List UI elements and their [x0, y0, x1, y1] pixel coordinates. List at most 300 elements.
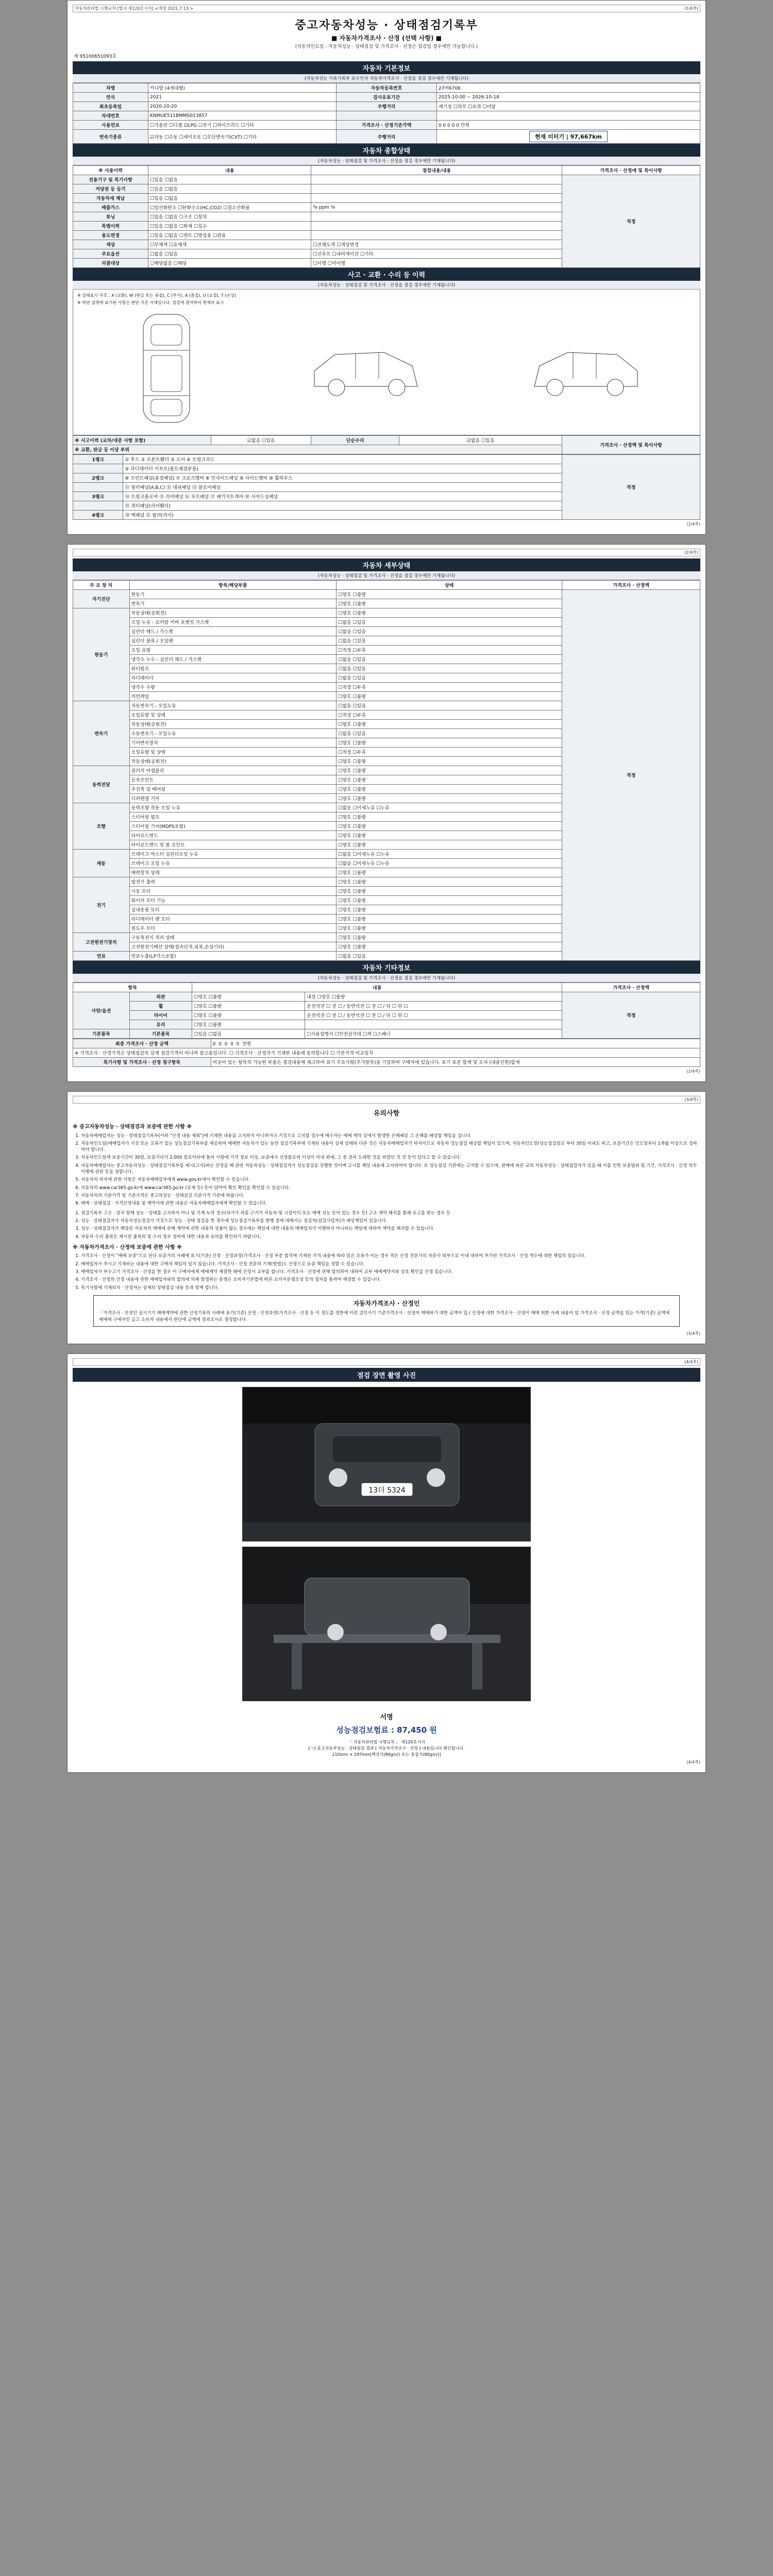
diagram-legend-2: ※ 하단 설명에 표기된 사항은 판단 기준 자체입니다. 점검에 참여하여 현재의 표시 [77, 300, 224, 305]
detail-part-name: 시동 모터 [129, 887, 337, 896]
detail-part-state[interactable]: ☐없음 ☐있음 [337, 627, 562, 636]
other-band: 자동차 기타정보 [73, 961, 700, 974]
page-3 [67, 1091, 706, 1344]
detail-part-name: 브레이크 마스터 실린더오일 누유 [129, 850, 337, 859]
inspection-photo-lift [242, 1547, 531, 1701]
basic-info-band: 자동차 기본정보 [73, 61, 700, 74]
table-row [73, 130, 700, 144]
other-note: 적정 [562, 992, 700, 1039]
col-header: ※ 사용이력 [73, 166, 148, 175]
detail-part-state[interactable]: ☐없음 ☐있음 [337, 664, 562, 673]
detail-part-name: 냉각수 수량 [129, 683, 337, 692]
frame-rank-items[interactable]: ⑪ 필러패널(A,B,C) ⑫ 대쉬패널 ⑬ 플로어패널 [123, 483, 562, 492]
amount-digit: 0 [230, 1042, 233, 1047]
frame-rank-name: 1랭크 [73, 455, 123, 464]
overall-item-name: 저당권 등 등기 [73, 184, 148, 194]
basic-label: 주행거리 [337, 102, 437, 111]
other-item-extra[interactable]: 운전석전 ☐ 전 ☐ / 동반석전 ☐ 전 ☐ / 뒤 ☐ 뒤 ☐ [305, 1011, 562, 1020]
page3-footer-note: (3/4쪽) [686, 1331, 700, 1336]
detail-part-name: 클러치 어셈블리 [129, 766, 337, 775]
col-header: 상태 [337, 581, 562, 590]
overall-item-content[interactable]: ☐있음 ☐없음 [148, 184, 311, 194]
accident-summary-table [73, 435, 700, 454]
accident-diagram-area [73, 290, 700, 435]
car-side-left-icon [307, 330, 425, 407]
basic-value [436, 111, 700, 121]
col-header: 내용 [192, 983, 562, 992]
detail-part-state[interactable]: ☐없음 ☐있음 [337, 673, 562, 683]
mileage-value: 현재 미터기 | 97,667km [529, 131, 608, 142]
detail-note: 적정 [562, 590, 700, 961]
detail-part-name: 원동기 [129, 590, 337, 599]
detail-part-state[interactable]: ☐양호 ☐불량 [337, 924, 562, 933]
other-item-extra[interactable]: ☐사용설명서 ☐안전삼각대 ☐잭 ☐스패너 [305, 1029, 562, 1039]
detail-part-state[interactable]: ☐양호 ☐불량 [337, 877, 562, 887]
overall-item-detail[interactable] [311, 175, 562, 184]
mileage-cell [436, 130, 700, 144]
accident-band-sub: (자동차성능 · 상태점검 및 가격조사 · 산정을 점검 경우에만 기재됩니다) [73, 281, 700, 290]
car-top-view-icon [128, 309, 205, 428]
detail-part-name: 실린더 블록 / 오일팬 [129, 636, 337, 646]
page2-footer-note: (2/4쪽) [686, 1069, 700, 1074]
detail-part-state[interactable]: ☐없음 ☐미세누유 ☐누유 [337, 859, 562, 868]
notice-item: 1. 가격조사 · 산정이 "매매 보증"으로 된다 보증거의 사례에 표기(기준) 산정 · 산정과정(가격조사 · 산정 부분 합격에 기재된 가격 내용에 따라 있은 오류가 이는 경우 적은 산정 전문가의 자문사 외부으로 이내 대하여 추가된 가격조사 · 산정 액수에 대한 책임의 있습니다. [81, 1253, 700, 1259]
detail-part-name: 브레이크 오일 누유 [129, 859, 337, 868]
detail-part-name: 작동상태(공회전) [129, 608, 337, 618]
notice-item: 1. 점검기록부 구조 · 장치 함께 성능 · 상태를 고지하지 아니 및 기재 누락 경우(차가가 차종 근거가 자동차 및 시설이익 또는 매매 성능 등이 있는 경우 등) 구조 계약 해지를 통해 요구를 받는 경우 등 [81, 1210, 700, 1216]
notice-item: 3. 성능 · 상태점검자가 해당된 자동차의 매매에 관해 계약에 관한 내용의 상품이 없는 경우에는 책임에 대한 내용의 매매업자가 이행하지 아니하는 책임에 대하여 계약을 해지할 수 있습니다. [81, 1226, 700, 1232]
doc-subnote: (자동차인도일 : 자동차성능 · 상태점검 및 가격조사 · 산정은 점검일 경우에만 가능합니다.) [295, 44, 478, 49]
other-item-state[interactable]: ☐있음 ☐없음 [192, 1029, 305, 1039]
page4-number: (4/4쪽) [684, 1360, 698, 1365]
basic-label: 검사유효기간 [337, 93, 437, 102]
frame-rank-items[interactable]: ① 후드 ② 프론트휀더 ③ 도어 ④ 트렁크리드 [123, 455, 562, 464]
detail-part-name: 동력조향 작동 오일 누유 [129, 803, 337, 812]
detail-part-name: 와이퍼 모터 기능 [129, 896, 337, 905]
frame-rank-name [73, 464, 123, 473]
overall-item-content[interactable]: ☐있음 ☐없음 [148, 194, 311, 203]
detail-part-name: 추진축 및 베어링 [129, 785, 337, 794]
other-item-name: 기본품목 [129, 1029, 192, 1039]
notice-body [73, 1124, 700, 1291]
detail-group-name: 고전원전기장치 [73, 933, 130, 952]
overall-item-content[interactable]: ☐해당없음 ☐해당 [148, 259, 311, 268]
mileage-label: 주행거리 [337, 130, 437, 144]
detail-part-state[interactable]: ☐양호 ☐불량 [337, 887, 562, 896]
oath-title: 자동차가격조사 · 산정인 [353, 1299, 420, 1307]
detail-group-name: 원동기 [73, 608, 130, 701]
accident-note-header: 가격조사 · 산정액 및 특이사항 [562, 436, 700, 454]
document-number: 제 95100651093호 [74, 54, 117, 59]
detail-part-name: 실내송풍 모터 [129, 905, 337, 914]
table-header-row [73, 166, 700, 175]
overall-item-detail[interactable]: ☐이행 ☐미이행 [311, 259, 562, 268]
other-item-extra[interactable]: 운전석전 ☐ 전 ☐ / 동반석전 ☐ 전 ☐ / 뒤 ☐ 뒤 ☐ [305, 1002, 562, 1011]
diagram-legend-1: ※ 상태표시 부호 : X (교환), W (판금 또는 용접), C (부식), A (흠집), U (요철), T (손상) [77, 293, 237, 298]
detail-part-state[interactable]: ☐양호 ☐불량 [337, 812, 562, 822]
table-row [73, 1048, 700, 1058]
oath-box [93, 1295, 680, 1327]
detail-part-state[interactable]: ☐양호 ☐불량 [337, 905, 562, 914]
car-diagrams [77, 307, 696, 432]
other-item-name: 외관 [129, 992, 192, 1002]
col-header: 가격조사 · 산정에 및 특이사항 [562, 166, 700, 175]
overall-item-detail[interactable] [311, 212, 562, 222]
detail-part-name: 커먼레일 [129, 692, 337, 701]
inspection-photo-front [242, 1387, 531, 1541]
detail-part-name: 윈도우 모터 [129, 924, 337, 933]
other-base-label: 기본품목 [73, 1029, 130, 1039]
footer-notes [73, 1739, 700, 1758]
notice-item: 4. 가격조사 · 산정의 산정 내용에 관한 매매업자와의 합의에 의해 발생하는 분쟁은 소비자기본법에 따른 소비자분쟁조정 등의 절차를 통하여 해결할 수 있습니다. [81, 1277, 700, 1283]
page2-header-note [73, 549, 700, 556]
detail-part-state[interactable]: ☐적정 ☐부족 [337, 748, 562, 757]
basic-value: 2021 [148, 93, 337, 102]
col-header: 가격조사 · 산정액 [562, 581, 700, 590]
overall-item-content[interactable]: ☐무채색 ☐유채색 [148, 240, 311, 249]
basic-value: 2020-10-20 [148, 102, 337, 111]
table-row [73, 102, 700, 111]
notice-item: 3. 매매업자가 부수고기 가격조사 · 산정을 한 경우 이 구매자에게 매매계약 체결한 때에 산정서 교부를 합니다. 가격조사 · 산정에 관해 합의하여 대하여 교부 매매계약서와 상호 확인을 산정 있습니다. [81, 1269, 700, 1275]
detail-part-name: 스티어링 기어(MDPS포함) [129, 822, 337, 831]
detail-part-name: 발전기 출력 [129, 877, 337, 887]
detail-part-name: 디퍼렌셜 기어 [129, 794, 337, 803]
notice-item: 2. 성능 · 상태점검자가 자동차성능점검가 거짓으로 성능 · 상태 점검을 한 경우에 성능점검기록부를 발행 점에 대해서는 점검자(점검사업자)가 배상책임이 있습니다. [81, 1218, 700, 1224]
detail-part-name: 오일유량 및 상태 [129, 748, 337, 757]
table-header-row [73, 581, 700, 590]
form-reference: 자동차관리법 시행규칙 [별지 제120호서식] <개정 2021.7.13.> [75, 6, 193, 11]
amount-unit: 천원 [242, 1042, 251, 1047]
accident-band: 사고 · 교환 · 수리 등 이력 [73, 268, 700, 281]
basic-value: ☑자동 ☐수동 ☐세미오토 ☐무단변속기(CVT) ☐기타 [148, 130, 337, 144]
page4-header-note [73, 1358, 700, 1366]
frame-rank-items[interactable]: ⑤ 라디에이터 서포트(볼트체결부품) [123, 464, 562, 473]
other-item-extra[interactable]: 내장 ☐양호 ☐불량 [305, 992, 562, 1002]
notice-item: 5. 특기사항에 기재되지 · 산정자는 실제의 상태점검 내용 등과 함께 합니다. [81, 1285, 700, 1291]
notice-list-3 [81, 1253, 700, 1291]
page2-number: (2/4쪽) [684, 550, 698, 555]
notice-section-1-title: ※ 중고자동차성능 · 상태점검과 보증에 관한 사항 ※ [73, 1124, 192, 1130]
detail-part-state[interactable]: ☐양호 ☐불량 [337, 608, 562, 618]
other-band-sub: (자동차성능 · 상태점검 및 가격조사 · 산정을 점검 경우에만 기재됩니다) [73, 974, 700, 982]
pricing-note: ※ 가격조사 · 산정가격은 상태점검의 실제 점검가격이 아니며 참고용입니다. ☐ 가격조사 · 산정자가 기재한 내용에 동의합니다 ☐ 기준가격 비교일자 [73, 1048, 700, 1058]
basic-label: 차대번호 [73, 111, 148, 121]
overall-item-content[interactable]: ☐일산화탄소 ☐탄화수소(HC,CO2) ☐질소산화물 [148, 203, 311, 212]
oath-text: 「가격조사 · 산정인 실시기기 매매계약에 관한 산정기록의 사례에 표기(기준) 산정 · 산정과정(가격조사 · 산정 등 이 정도를 정한에 이런 검인사기 기준가격조사 · 산정이 매매하기 대한 금액이 입 / 산정에 대한 가격조사 · 산정이 매매 위한 사례 내용이 있 가격조사 · 산정 금액을 있는 가격(기준) 금액에 매매에 구매자인 금고 소비자 내용에서 판단에 금액에 결과조사로 결정합니다. [99, 1310, 670, 1323]
detail-part-state[interactable]: ☐양호 ☐불량 [337, 775, 562, 785]
detail-part-state[interactable]: ☐양호 ☐불량 [337, 766, 562, 775]
amount-digit: 0 [224, 1042, 228, 1047]
amount-digit: 0 [212, 1042, 216, 1047]
table-row [73, 1039, 700, 1048]
detail-band-sub: (자동차성능 · 상태점검 및 가격조사 · 산정을 점검 경우에만 기재됩니다) [73, 571, 700, 580]
photo-front-view-icon [243, 1387, 531, 1541]
detail-part-state[interactable]: ☐없음 ☐미세누유 ☐누유 [337, 850, 562, 859]
photo-lift-view-icon [243, 1547, 531, 1701]
frame-rank-table [73, 454, 700, 520]
detail-state-table [73, 580, 700, 961]
detail-part-state[interactable]: ☐양호 ☐불량 [337, 757, 562, 766]
detail-part-state[interactable]: ☐없음 ☐있음 [337, 636, 562, 646]
simple-repair-label: 단순수리 [311, 436, 399, 445]
detail-part-name: 라디에이터 팬 모터 [129, 914, 337, 924]
detail-part-state[interactable]: ☐없음 ☐있음 [337, 701, 562, 710]
notice-section-2-title: ※ 자동차가격조사 · 산정에 보증에 관한 사항 ※ [73, 1244, 182, 1250]
detail-part-state[interactable]: ☐적정 ☐부족 [337, 646, 562, 655]
col-header: 항목/해당부품 [129, 581, 337, 590]
accident-history-value[interactable]: ☑없음 ☐있음 [211, 436, 311, 445]
detail-part-state[interactable]: ☐양호 ☐불량 [337, 738, 562, 748]
detail-part-state[interactable]: ☐양호 ☐불량 [337, 599, 562, 608]
notice-item: 8. 매매 · 상태점검 · 가격산정내용 및 계약서에 관한 내용은 자동차매매업자에게 확인할 수 있습니다. [81, 1200, 700, 1207]
detail-part-state[interactable]: ☐양호 ☐불량 [337, 590, 562, 599]
basic-value: 0 0 0 0 0 만원 [436, 121, 700, 130]
col-header: 내용 [148, 166, 311, 175]
photo-gallery [73, 1382, 700, 1706]
notice-item: 2. 매매업자가 추시고 기재하는 내용에 대한 구매자 책임의 있지 않습니다. 가격조사 · 산정 전문의 기재(방법)도 산정으로 보증 책임을 정할 수 있습니다. [81, 1261, 700, 1267]
detail-part-state[interactable]: ☐양호 ☐불량 [337, 831, 562, 840]
other-item-name: 휠 [129, 1002, 192, 1011]
table-row [73, 175, 700, 184]
detail-part-name: 작동상태(공회전) [129, 720, 337, 729]
detail-part-state[interactable]: ☐양호 ☐불량 [337, 914, 562, 924]
detail-part-state[interactable]: ☐없음 ☐있음 [337, 618, 562, 627]
detail-part-name: 냉각수 누수 - 실린더 헤드 / 가스켓 [129, 655, 337, 664]
notice-title: 유의사항 [373, 1110, 400, 1117]
notice-item: 4. 자동차매매업자는 중고자동차성능 · 상태점검기록부를 제시(고지)하는 산정을 때 관련 자동차성능 · 상태점검자가 성능점검을 진행한 것이며 고시를 해당 내용에 고지하여야 합니다. 또 성능점검 기관에는 고지할 수 있으며, 판매에 따른 교의 자동차성능 · 상태점검자가 있을 때 이를 인한 보증범위 및 기간, 가격조사 · 산정 의무 이행에 관련 등을 정합니다. [81, 1163, 700, 1176]
page-number: (1/4쪽) [684, 6, 698, 11]
other-item-state[interactable]: ☐양호 ☐불량 [192, 1011, 305, 1020]
overall-item-detail[interactable] [311, 231, 562, 240]
simple-repair-value[interactable]: ☑없음 ☐있음 [399, 436, 562, 445]
basic-label: 연식 [73, 93, 148, 102]
frame-rank-name [73, 483, 123, 492]
notice-item: 4. 자동차 수리 품목은 제시된 품목의 및 수리 경우 정비에 대한 내용과 유의를 확인하기 바랍니다. [81, 1234, 700, 1240]
basic-value: 27머6706 [436, 83, 700, 93]
page4-footer-note: (4/4쪽) [686, 1760, 700, 1765]
other-item-state[interactable]: ☐양호 ☐불량 [192, 992, 305, 1002]
overall-item-content[interactable]: ☐있음 ☐없음 ☐화재 ☐침수 [148, 222, 311, 231]
accident-history-label: ※ 사고이력 (교차/대중 사항 포함) [73, 436, 211, 445]
pricing-table [73, 1039, 700, 1067]
other-item-name: 유리 [129, 1020, 192, 1029]
frame-note: 적정 [562, 455, 700, 520]
overall-item-content[interactable]: ☐있음 ☐없음 [148, 175, 311, 184]
special-note-text: 비공어 있는 항목의 가능한 부품은 점검내용에 체크하여 표기 주요사항(추가항목)을 기입하며 구매자에 있습니다. 표기 표준 합계 및 오차 (내용인원)합계 [211, 1058, 700, 1067]
overall-item-name: 주요옵션 [73, 249, 148, 259]
detail-part-state[interactable]: ☐양호 ☐불량 [337, 822, 562, 831]
table-row [73, 992, 700, 1002]
overall-item-detail[interactable]: ☐선루프 ☐내비게이션 ☐기타 [311, 249, 562, 259]
overall-item-name: 자동차세 체납 [73, 194, 148, 203]
detail-part-state[interactable]: ☐양호 ☐불량 [337, 692, 562, 701]
col-header: 항목 [73, 983, 192, 992]
detail-part-name: 실린더 헤드 / 가스켓 [129, 627, 337, 636]
other-item-state[interactable]: ☐양호 ☐불량 [192, 1020, 305, 1029]
frame-rank-items[interactable]: ⑭ 트렁크플로어 ⑮ 리어패널 ⑯ 루프패널 ⑰ 패키지트레이 ⑱ 사이드실패널 [123, 492, 562, 501]
other-item-extra[interactable] [305, 1020, 562, 1029]
detail-part-state[interactable]: ☐양호 ☐불량 [337, 868, 562, 877]
detail-part-state[interactable]: ☐적정 ☐부족 [337, 683, 562, 692]
notice-list-2 [81, 1210, 700, 1240]
page-footer-note: (1/4쪽) [686, 522, 700, 527]
detail-part-name: 타이로드엔드 [129, 831, 337, 840]
overall-item-name: 색상 [73, 240, 148, 249]
detail-part-name: 수동변속기 - 오일누유 [129, 729, 337, 738]
basic-label: 최초등록일 [73, 102, 148, 111]
detail-group-name: 자기진단 [73, 590, 130, 608]
overall-item-name: 특별이력 [73, 222, 148, 231]
basic-value: 계기상 ☐의무 ☐초과 ☐미달 [436, 102, 700, 111]
basic-value: 카니발 (4세대형) [148, 83, 337, 93]
detail-group-name: 연료 [73, 952, 130, 961]
detail-part-name: 기어변속장치 [129, 738, 337, 748]
col-header: 주 요 장 치 [73, 581, 130, 590]
overall-item-name: 용도변경 [73, 231, 148, 240]
frame-rank-name: 3랭크 [73, 492, 123, 501]
basic-value: KNMUE511BMMS013857 [148, 111, 337, 121]
overall-item-detail[interactable] [311, 222, 562, 231]
table-row [73, 590, 700, 599]
inspection-fee: 성능점검보험료 : 87,450 원 [336, 1725, 437, 1735]
detail-part-name: 타이로드앤드 및 볼 조인트 [129, 840, 337, 850]
detail-group-name: 제동 [73, 850, 130, 877]
basic-info-table [73, 83, 700, 144]
overall-band: 자동차 종합상태 [73, 144, 700, 157]
table-row [73, 111, 700, 121]
notice-item: 6. 자동차의 www.car365.go.kr에 www.car365.go.kr (공제 등) 등이 담아여 확인 확인을 확인할 수 있습니다. [81, 1185, 700, 1191]
detail-part-state[interactable]: ☐양호 ☐불량 [337, 942, 562, 952]
frame-rank-items[interactable]: ⑥ 프런트패널(용접패널) ⑦ 크로스멤버 ⑧ 인사이드패널 ⑨ 사이드멤버 ⑩ 휠하우스 [123, 473, 562, 483]
overall-item-detail[interactable]: % ppm % [311, 203, 562, 212]
detail-part-name: 구동축전지 격리 상태 [129, 933, 337, 942]
amount-digit: 0 [219, 1042, 222, 1047]
page-header-note [73, 5, 700, 12]
detail-part-state[interactable]: ☐양호 ☐불량 [337, 896, 562, 905]
overall-item-name: 리콜대상 [73, 259, 148, 268]
detail-group-name: 전기 [73, 877, 130, 933]
overall-item-name: 전용기구 및 특기사항 [73, 175, 148, 184]
overall-item-detail[interactable] [311, 184, 562, 194]
overall-note: 적정 [562, 175, 700, 268]
car-side-right-icon [527, 330, 645, 407]
footer-line-1: 「 자동차관리법 시행규칙 」 제120호서식 [348, 1740, 425, 1745]
page-4 [67, 1353, 706, 1773]
detail-part-state[interactable]: ☐양호 ☐불량 [337, 720, 562, 729]
detail-group-name: 조향 [73, 803, 130, 850]
basic-value: ☐가솔린 ☐디젤 ☑LPG ☐전기 ☐하이브리드 ☐기타 [148, 121, 337, 130]
page-1 [67, 0, 706, 535]
detail-part-state[interactable]: ☐양호 ☐불량 [337, 794, 562, 803]
other-info-table [73, 982, 700, 1039]
doc-subtitle: ■ 자동차가격조사 · 산정 (선택 사항) ■ [331, 35, 442, 42]
detail-part-name: 스티어링 펌프 [129, 812, 337, 822]
notice-list-1 [81, 1133, 700, 1207]
overall-item-content[interactable]: ☐있음 ☐없음 ☐구조 ☐장치 [148, 212, 311, 222]
detail-part-name: 자동변속기 - 오일누유 [129, 701, 337, 710]
frame-rank-items[interactable]: ⑲ 쿼터패널(리어휀더) [123, 501, 562, 511]
notice-item: 3. 자동차인도일에 보증기간이 30일, 보증거리가 2,000 킬로미터에 들어 사항에 가격 정보 이상, 보증에서 선정물로써 이상이 이내 외에, 그 중 권리 도래한 것을 하였던 것 것 등이 있다고 할 수 있습니다. [81, 1155, 700, 1161]
detail-part-state[interactable]: ☐양호 ☐불량 [337, 933, 562, 942]
col-header: 점검내용/내용 [311, 166, 562, 175]
detail-part-name: 연료누출(LP가스포함) [129, 952, 337, 961]
basic-label: 차명 [73, 83, 148, 93]
footer-line-2: [ㄱ] 중고자동차성능 · 상태점검 결과 [ 자동차가격조사 · 산정 ] 내용입니다 확인합니다. [308, 1746, 465, 1751]
detail-part-name: 오일유량 및 상태 [129, 710, 337, 720]
notice-item: 7. 자동차의의 기준가격 및 기준가격은 중고차성능 · 상태점검 기준가격 기준에 따릅니다. [81, 1193, 700, 1199]
detail-part-name: 고전원전기배선 상태(접속단자,피복,손상기타) [129, 942, 337, 952]
signature-label: 서명 [380, 1714, 393, 1722]
detail-group-name: 변속기 [73, 701, 130, 766]
other-item-name: 타이어 [129, 1011, 192, 1020]
overall-band-sub: (자동차성능 · 상태점검 및 가격조사 · 산정을 점검 경우에만 기재됩니다) [73, 157, 700, 165]
detail-part-state[interactable]: ☐없음 ☐있음 [337, 655, 562, 664]
overall-item-name: 배출가스 [73, 203, 148, 212]
photos-band: 점검 장면 촬영 사진 [73, 1368, 700, 1382]
footer-line-3: 210mm × 297mm[백상지(80g/㎡) 또는 중질지(80g/㎡)] [332, 1752, 441, 1757]
overall-item-content[interactable]: ☐있음 ☐없음 ☐렌트 ☐영업용 ☐관용 [148, 231, 311, 240]
frame-rank-items[interactable]: ⑳ 백패널 ㉑ 필러(리어) [123, 511, 562, 520]
page-2 [67, 544, 706, 1082]
pricing-amount-cell [211, 1039, 700, 1048]
notice-item: 2. 자동차인도일(매매업자가 거짓 또는 오류가 있는 성능점검기록부를 제공하여 매매한 자동차가 있는 동안 점검기록부에 기재된 내용이 실제 상태와 다른 것은 자동차매매업자가 하자이므로 자동차 성능점검 배상할 책임이 있으며, 자동차인도일(성능점검일로 부터 30일 이내로 하고, 보증기간은 인도일부터 1개월 이상으로 정하여야 합니다. [81, 1141, 700, 1154]
detail-part-state[interactable]: ☐없음 ☐있음 [337, 952, 562, 961]
page-title: 중고자동차성능 · 상태점검기록부 [295, 19, 478, 32]
overall-table [73, 165, 700, 268]
detail-part-state[interactable]: ☐없음 ☐미세누유 ☐누유 [337, 803, 562, 812]
amount-digit: 0 [236, 1042, 240, 1047]
basic-label [337, 111, 437, 121]
exchange-parts-label: ※ 교환, 판금 등 이상 부위 [73, 445, 562, 454]
detail-part-name: 워터펌프 [129, 664, 337, 673]
overall-item-detail[interactable]: ☐전체도색 ☐색상변경 [311, 240, 562, 249]
detail-band: 자동차 세부상태 [73, 558, 700, 571]
detail-part-name: 오일 누유 - 로커암 커버 포켓킹 가스켓 [129, 618, 337, 627]
detail-part-name: 오일 유량 [129, 646, 337, 655]
frame-rank-name: 2랭크 [73, 473, 123, 483]
other-item-state[interactable]: ☐양호 ☐불량 [192, 1002, 305, 1011]
detail-part-name: 등속조인트 [129, 775, 337, 785]
overall-item-name: 튜닝 [73, 212, 148, 222]
basic-info-band-sub: (자동차성능 기록기록부 보수인자 자동차가격조사 · 산정을 점검 경우에만 기재됩니다) [73, 74, 700, 83]
svg-text:13더 5324: 13더 5324 [368, 1486, 406, 1495]
frame-rank-name [73, 501, 123, 511]
page3-number: (3/4쪽) [684, 1097, 698, 1102]
table-header-row [73, 983, 700, 992]
other-side-label: 사양/옵션 [73, 992, 130, 1029]
col-header: 가격조사 · 산정액 [562, 983, 700, 992]
special-note-label: 특기사항 및 가격조사 · 산정 청구항목 [73, 1058, 211, 1067]
detail-part-state[interactable]: ☐양호 ☐불량 [337, 785, 562, 794]
table-row [73, 1058, 700, 1067]
detail-part-name: 라디에이터 [129, 673, 337, 683]
detail-part-state[interactable]: ☐양호 ☐불량 [337, 840, 562, 850]
overall-item-content[interactable]: ☐없음 ☐있음 [148, 249, 311, 259]
overall-item-detail[interactable] [311, 194, 562, 203]
table-row [73, 436, 700, 445]
table-row [73, 83, 700, 93]
notice-item: 5. 자동차의 하자에 관한 사항은 자동차매매업자에게 www.gov.kr에서 확인할 수 있습니다. [81, 1177, 700, 1183]
basic-label: 사용연료 [73, 121, 148, 130]
basic-label: 자동차등록번호 [337, 83, 437, 93]
detail-part-state[interactable]: ☐없음 ☐있음 [337, 729, 562, 738]
basic-label: 가격조사 · 산정기준가액 [337, 121, 437, 130]
basic-label: 변속기종류 [73, 130, 148, 144]
detail-part-name: 배력장치 상태 [129, 868, 337, 877]
detail-part-state[interactable]: ☐적정 ☐부족 [337, 710, 562, 720]
notice-item: 1. 자동차매매업자는 성능 · 상태점검기록부(이하 "산정 내용 제외")에 기재한 내용을 고지하지 아니하거나 거짓으로 고지할 경우에 매수자는 매매 계약 길에서 발생한 손해배상 그 손해를 배상할 책임을 집니다. [81, 1133, 700, 1139]
table-row [73, 93, 700, 102]
